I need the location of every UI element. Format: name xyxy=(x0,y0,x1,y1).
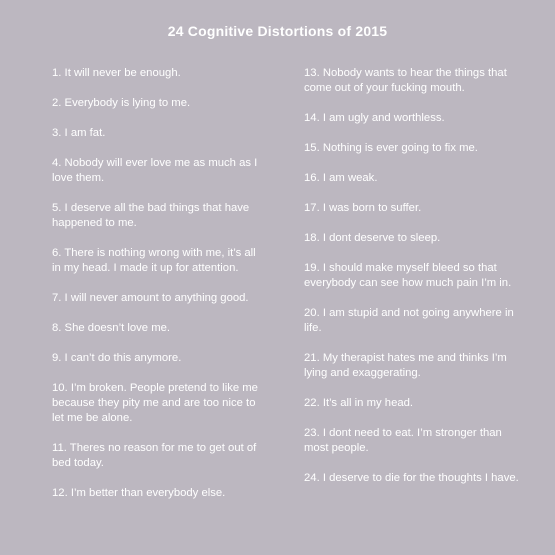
page-title: 24 Cognitive Distortions of 2015 xyxy=(167,23,388,39)
list-item: 16. I am weak. xyxy=(304,172,378,184)
list-item: 17. I was born to suffer. xyxy=(304,202,422,214)
list-item: 14. I am ugly and worthless. xyxy=(304,112,445,124)
list-item: 12. I’m better than everybody else. xyxy=(52,487,226,499)
list-item: 8. She doesn’t love me. xyxy=(52,322,171,334)
list-item: 13. Nobody wants to hear the things that come out of your fucking mouth. xyxy=(304,67,507,94)
list-item: 2. Everybody is lying to me. xyxy=(52,97,191,109)
distortion-list-left xyxy=(52,66,267,516)
list-item: 24. I deserve to die for the thoughts I have. xyxy=(304,472,519,484)
list-item: 9. I can’t do this anymore. xyxy=(52,352,182,364)
list-item: 15. Nothing is ever going to fix me. xyxy=(304,142,478,154)
list-item: 21. My therapist hates me and thinks I’m lying and exaggerating. xyxy=(304,352,507,379)
list-item: 18. I dont deserve to sleep. xyxy=(304,232,441,244)
list-item: 4. Nobody will ever love me as much as I love them. xyxy=(52,157,258,184)
list-item: 20. I am stupid and not going anywhere in life. xyxy=(304,307,514,334)
list-item: 11. Theres no reason for me to get out of bed today. xyxy=(52,442,257,469)
list-item: 10. I’m broken. People pretend to like me because they pity me and are too nice to let me be alone. xyxy=(52,382,258,424)
list-item: 19. I should make myself bleed so that everybody can see how much pain I’m in. xyxy=(304,262,512,289)
list-item: 1. It will never be enough. xyxy=(52,67,181,79)
list-item: 3. I am fat. xyxy=(52,127,106,139)
list-item: 22. It’s all in my head. xyxy=(304,397,414,409)
distortion-list-right xyxy=(304,66,520,501)
list-item: 6. There is nothing wrong with me, it’s all in my head. I made it up for attention. xyxy=(52,247,256,274)
list-item: 5. I deserve all the bad things that have happened to me. xyxy=(52,202,250,229)
list-item: 23. I dont need to eat. I’m stronger than most people. xyxy=(304,427,502,454)
list-item: 7. I will never amount to anything good. xyxy=(52,292,249,304)
